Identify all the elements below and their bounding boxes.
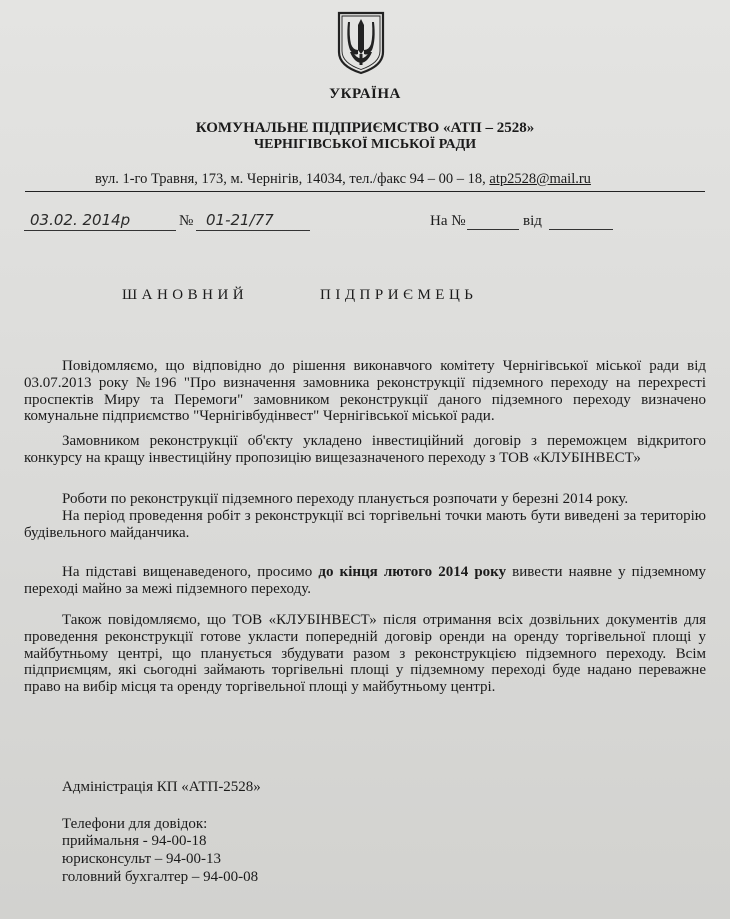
request-text-start: На підставі вищенаведеного, просимо: [62, 564, 319, 580]
address-line: [95, 171, 591, 188]
paragraph-decision: Повідомляємо, що відповідно до рішення виконавчого комітету Чернігівської міської ради від 03.07.2013 року №196 "Про визначення замовника реконструкції підземного переходу на перехресті проспектів Миру та Перемоги" замовником реконструкції даного підземного переходу визначено комунальне підприємство "Чернігівбудінвест" Чернігівської міської ради.: [24, 358, 706, 425]
phones-title: Телефони для довідок:: [62, 816, 208, 832]
paragraph-lease-offer: Також повідомляємо, що ТОВ «КЛУБІНВЕСТ» після отримання всіх дозвільних документів для проведення реконструкції готове укласти попередній договір оренди на оренду торгівельної площі у майбутньому центрі, що планується збудувати разом з реконструкцією підземного переходу. Всім підприємцям, які сьогодні займають торгівельні площі у підземному переході буде надано переважне право на вибір місця та оренду торгівельної площі у майбутньому центрі.: [24, 612, 706, 696]
header-divider: [25, 191, 705, 192]
request-deadline: до кінця лютого 2014 року: [318, 564, 507, 580]
organization-name: КОМУНАЛЬНЕ ПІДПРИЄМСТВО «АТП – 2528»: [195, 120, 535, 136]
phone-reception: приймальня - 94-00-18: [62, 833, 207, 849]
country-heading: УКРАЇНА: [329, 86, 401, 102]
handwritten-date: 03.02. 2014р: [30, 211, 131, 229]
from-field-line: [549, 229, 613, 230]
signature-line: Адміністрація КП «АТП-2528»: [62, 779, 261, 795]
email-link[interactable]: atp2528@mail.ru: [489, 171, 591, 187]
greeting-word-2: ПІДПРИЄМЕЦЬ: [320, 287, 478, 303]
reference-label: На №: [430, 213, 466, 229]
from-label: від: [523, 213, 542, 229]
paragraph-investor: Замовником реконструкції об'єкту укладено інвестиційний договір з переможцем відкритого конкурсу на кращу інвестиційну пропозицію вищезазначеного переходу з ТОВ «КЛУБІНВЕСТ»: [24, 433, 706, 466]
request-text-end: вивести наявне у підземному переході майно за межі підземного переходу.: [24, 564, 706, 597]
paragraph-request: [24, 564, 706, 598]
paragraph-schedule: Роботи по реконструкції підземного переходу планується розпочати у березні 2014 року.: [62, 491, 629, 507]
greeting-word-1: ШАНОВНИЙ: [122, 287, 249, 303]
reference-field-line: [467, 229, 519, 230]
phone-accountant: головний бухгалтер – 94-00-08: [62, 869, 259, 885]
number-label: №: [179, 213, 194, 229]
paragraph-relocation: На період проведення робіт з реконструкції всі торгівельні точки мають бути виведені за територію будівельного майданчика.: [24, 508, 706, 541]
phone-legal: юрисконсульт – 94-00-13: [62, 851, 222, 867]
handwritten-number: 01-21/77: [206, 211, 274, 229]
trident-emblem-icon: [336, 10, 386, 76]
address-text: вул. 1-го Травня, 173, м. Чернігів, 14034, тел./факс 94 – 00 – 18,: [95, 171, 490, 187]
organization-subtitle: ЧЕРНІГІВСЬКОЇ МІСЬКОЇ РАДИ: [253, 137, 477, 152]
